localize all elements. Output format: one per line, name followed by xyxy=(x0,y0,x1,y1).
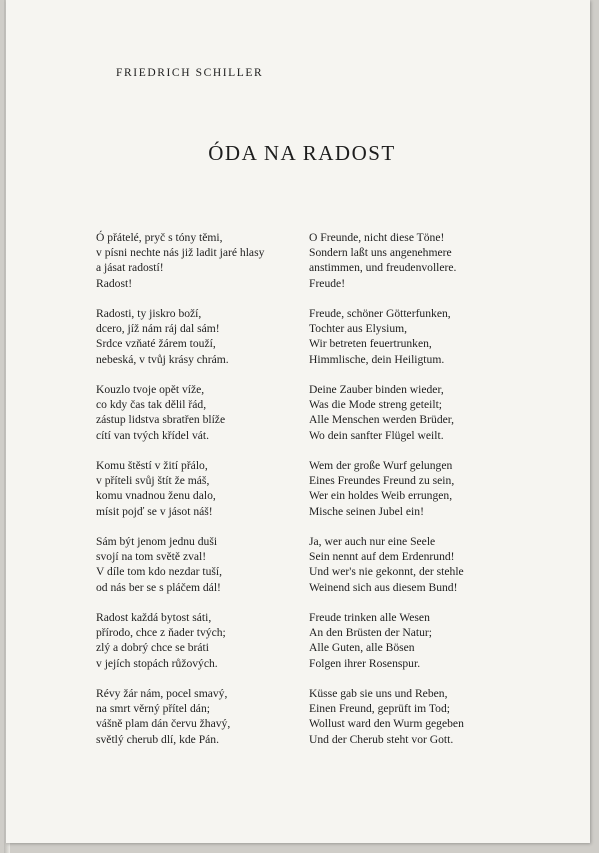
verse-line: Ó přátelé, pryč s tóny těmi, xyxy=(96,231,223,244)
verse-line: anstimmen, und freudenvollere. xyxy=(309,261,457,275)
verse-line: přírodo, chce z ňader tvých; xyxy=(96,626,226,640)
verse-line: Radost každá bytost sáti, xyxy=(96,611,212,624)
czech-stanza xyxy=(96,230,296,306)
czech-stanza xyxy=(96,610,296,686)
verse-line: co kdy čas tak dělil řád, xyxy=(96,398,207,412)
verse-line: svojí na tom světě zval! xyxy=(96,550,207,564)
verse-line: Freude trinken alle Wesen xyxy=(309,611,430,624)
verse-line: nebeská, v tvůj krásy chrám. xyxy=(96,352,229,366)
verse-line: V díle tom kdo nezdar tuší, xyxy=(96,565,223,579)
german-stanza xyxy=(309,686,509,762)
verse-line: Radosti, ty jiskro boží, xyxy=(96,307,202,320)
verse-line: v jejích stopách růžových. xyxy=(96,656,218,670)
verse-line: Himmlische, dein Heiligtum. xyxy=(309,352,445,366)
verse-line: An den Brüsten der Natur; xyxy=(309,626,432,640)
verse-line: Weinend sich aus diesem Bund! xyxy=(309,580,458,594)
verse-line: Folgen ihrer Rosenspur. xyxy=(309,656,421,670)
verse-line: Freude! xyxy=(309,276,346,290)
verse-line: v příteli svůj štít že máš, xyxy=(96,474,210,488)
verse-line: Sondern laßt uns angenehmere xyxy=(309,246,452,260)
verse-line: na smrt věrný přítel dán; xyxy=(96,702,210,716)
verse-line: zástup lidstva sbratřen blíže xyxy=(96,413,226,427)
verse-line: Radost! xyxy=(96,276,133,290)
verse-line: Wir betreten feuertrunken, xyxy=(309,337,432,351)
czech-stanza xyxy=(96,306,296,382)
verse-line: Kouzlo tvoje opět víže, xyxy=(96,383,205,396)
german-stanza xyxy=(309,458,509,534)
czech-stanza xyxy=(96,534,296,610)
verse-line: Sám být jenom jednu duši xyxy=(96,535,218,548)
german-stanza xyxy=(309,382,509,458)
verse-line: Wem der große Wurf gelungen xyxy=(309,459,453,472)
verse-line: dcero, jíž nám ráj dal sám! xyxy=(96,322,220,336)
verse-line: Mische seinen Jubel ein! xyxy=(309,504,424,518)
verse-line: Was die Mode streng geteilt; xyxy=(309,398,443,412)
verse-line: O Freunde, nicht diese Töne! xyxy=(309,231,445,244)
verse-line: vášně plam dán červu žhavý, xyxy=(96,717,231,731)
poem-title: ÓDA NA RADOST xyxy=(208,141,396,165)
verse-line: cítí van tvých křídel vát. xyxy=(96,428,210,442)
verse-line: zlý a dobrý chce se bráti xyxy=(96,641,209,655)
verse-line: Eines Freundes Freund zu sein, xyxy=(309,474,455,488)
verse-line: Deine Zauber binden wieder, xyxy=(309,383,444,396)
verse-line: Srdce vzňaté žárem touží, xyxy=(96,337,216,351)
verse-line: Und der Cherub steht vor Gott. xyxy=(309,732,454,746)
verse-line: Einen Freund, geprüft im Tod; xyxy=(309,702,450,716)
verse-line: Alle Guten, alle Bösen xyxy=(309,641,415,655)
german-stanza xyxy=(309,534,509,610)
czech-column xyxy=(96,230,296,762)
verse-line: Ja, wer auch nur eine Seele xyxy=(309,535,436,548)
verse-line: Tochter aus Elysium, xyxy=(309,322,408,336)
verse-line: od nás ber se s pláčem dál! xyxy=(96,580,221,594)
verse-line: komu vnadnou ženu dalo, xyxy=(96,489,216,503)
verse-line: Sein nennt auf dem Erdenrund! xyxy=(309,550,455,564)
verse-line: Wo dein sanfter Flügel weilt. xyxy=(309,428,444,442)
verse-line: Alle Menschen werden Brüder, xyxy=(309,413,455,427)
verse-line: a jásat radostí! xyxy=(96,261,164,275)
verse-line: Wer ein holdes Weib errungen, xyxy=(309,489,453,503)
czech-stanza xyxy=(96,458,296,534)
german-stanza xyxy=(309,230,509,306)
verse-line: v písni nechte nás již ladit jaré hlasy xyxy=(96,246,265,260)
verse-line: Und wer's nie gekonnt, der stehle xyxy=(309,565,464,579)
german-stanza xyxy=(309,610,509,686)
verse-line: světlý cherub dlí, kde Pán. xyxy=(96,732,219,746)
verse-line: Küsse gab sie uns und Reben, xyxy=(309,687,448,700)
czech-stanza xyxy=(96,686,296,762)
verse-line: mísit pojď se v jásot náš! xyxy=(96,504,213,518)
poem-sheet xyxy=(6,0,590,843)
czech-stanza xyxy=(96,382,296,458)
verse-line: Komu štěstí v žití přálo, xyxy=(96,459,208,472)
verse-line: Révy žár nám, pocel smavý, xyxy=(96,687,228,700)
author-name: FRIEDRICH SCHILLER xyxy=(116,67,264,79)
verse-line: Freude, schöner Götterfunken, xyxy=(309,307,451,320)
german-column xyxy=(309,230,509,762)
verse-line: Wollust ward den Wurm gegeben xyxy=(309,717,464,731)
german-stanza xyxy=(309,306,509,382)
